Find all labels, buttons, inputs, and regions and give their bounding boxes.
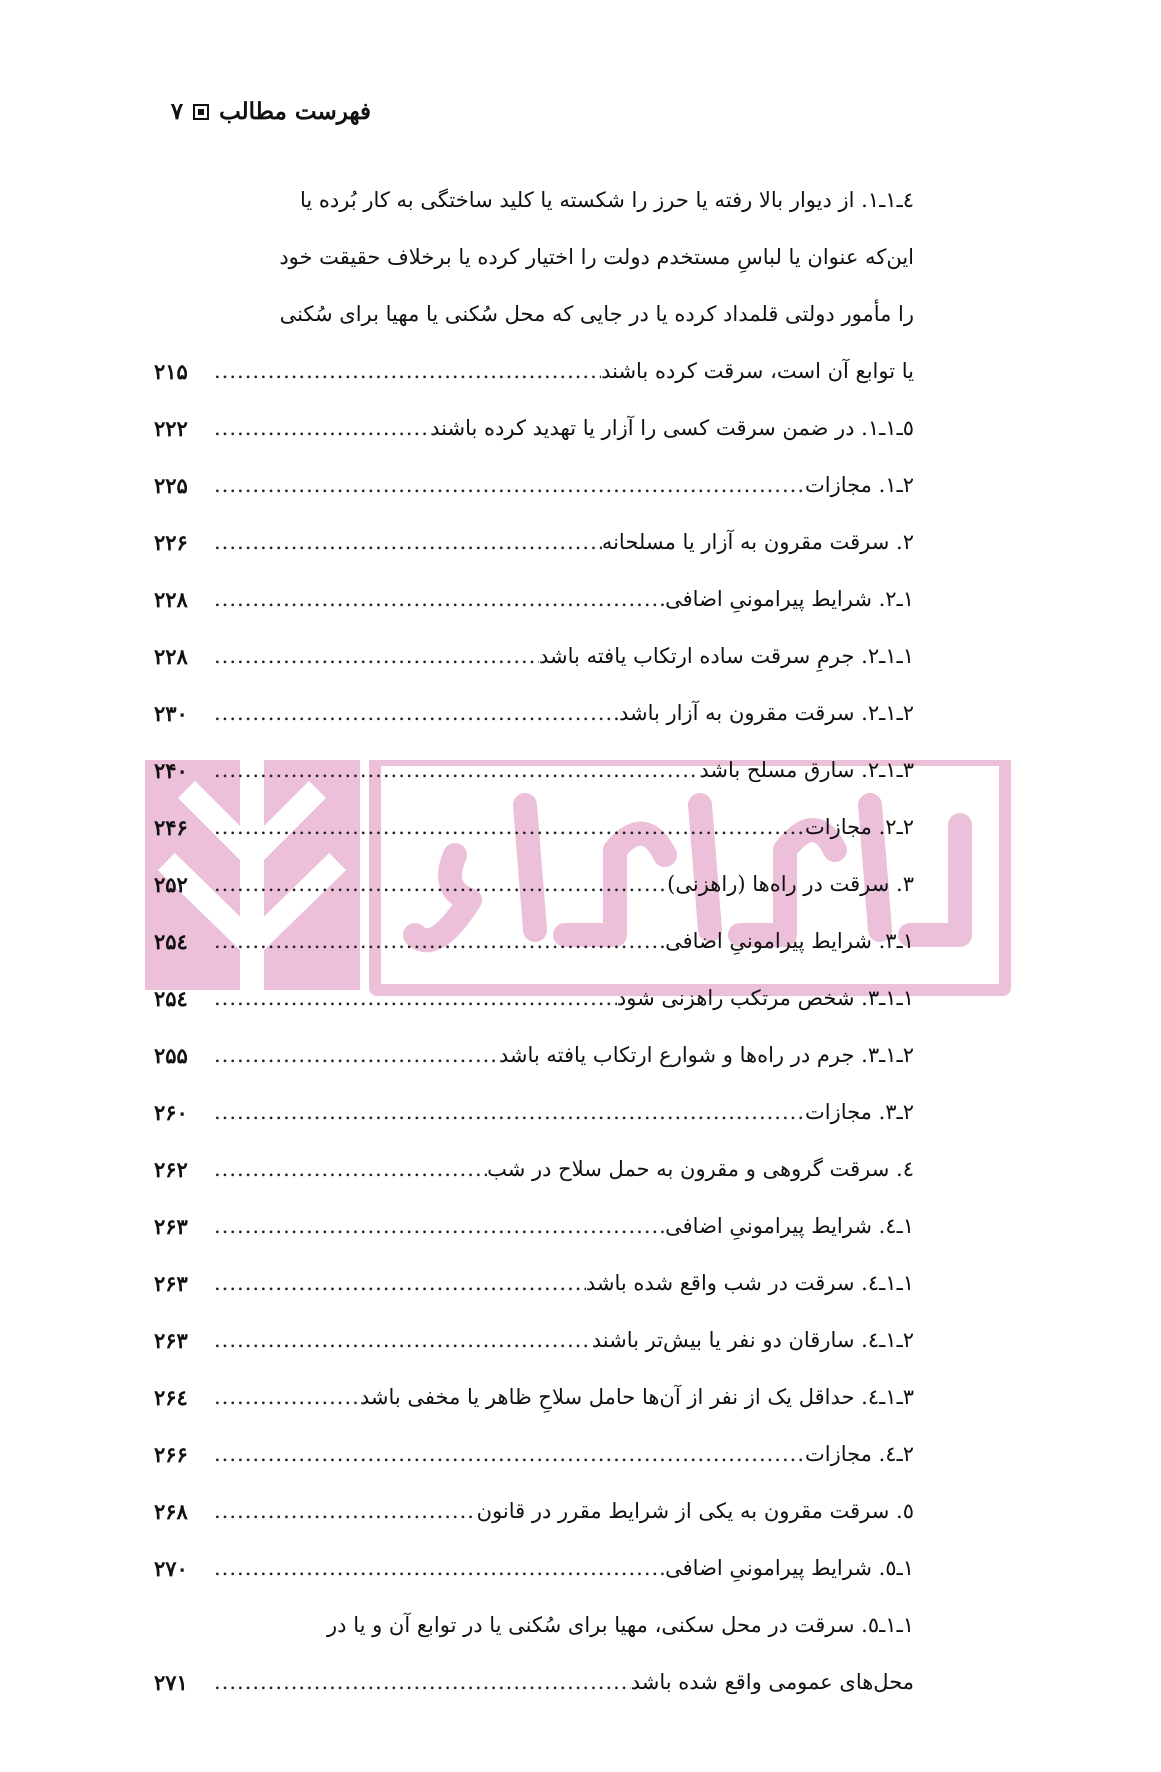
- toc-leader-dots: [206, 1102, 805, 1123]
- toc-entry-title: ١ـ١ـ٤. سرقت در شب واقع شده باشد: [585, 1271, 914, 1295]
- toc-entry-page: ۲۳۰: [154, 701, 188, 726]
- toc-entry-page: ۲۱۵: [154, 359, 188, 384]
- toc-entry-title: محل‌های عمومی واقع شده باشد: [630, 1670, 914, 1694]
- toc-entry-title: ٢ـ٤. مجازات: [804, 1442, 914, 1466]
- toc-entry-page: ۲۶۸: [154, 1499, 188, 1524]
- toc-entry-page: ۲۶۳: [154, 1271, 188, 1296]
- toc-entry-text: ١ـ١ـ٥. سرقت در محل سکنی، مهیا برای سُکنی یا در توابع آن و یا در: [327, 1613, 914, 1637]
- toc-entry-page: ۲۶۳: [154, 1214, 188, 1239]
- toc-entry: [154, 457, 914, 514]
- toc-leader-dots: [206, 418, 430, 439]
- toc-entry-page: ۲۲۶: [154, 530, 188, 555]
- toc-entry-title: ٢ـ٢. مجازات: [804, 815, 914, 839]
- toc-entry-page: ۲۶۲: [154, 1157, 188, 1182]
- toc-entry: [154, 1369, 914, 1426]
- toc-leader-dots: [206, 931, 665, 952]
- toc-entry-title: ١ـ٥. شرایط پیرامونیِ اضافی: [665, 1556, 914, 1580]
- table-of-contents: [154, 172, 914, 1711]
- toc-entry-text: این‌که عنوان یا لباسِ مستخدم دولت را اختیار کرده یا برخلاف حقیقت خود: [279, 245, 914, 269]
- toc-entry: [154, 1426, 914, 1483]
- toc-leader-dots: [206, 1159, 487, 1180]
- header-page-number: ۷: [170, 98, 184, 125]
- toc-leader-dots: [206, 1045, 499, 1066]
- toc-entry: [154, 1198, 914, 1255]
- toc-entry-title: ٥. سرقت مقرون به یکی از شرایط مقرر در قانون: [476, 1499, 914, 1523]
- toc-entry-text: ٤ـ١ـ١. از دیوار بالا رفته یا حرز را شکسته یا کلید ساختگی به کار بُرده یا: [299, 188, 914, 212]
- toc-leader-dots: [206, 874, 667, 895]
- toc-entry-title: ١ـ١ـ٢. جرمِ سرقت ساده ارتکاب یافته باشد: [539, 644, 914, 668]
- toc-entry-page: ۲۴۶: [154, 815, 188, 840]
- toc-leader-dots: [206, 1216, 665, 1237]
- toc-leader-dots: [206, 589, 665, 610]
- toc-entry-title: ٢ـ١ـ٣. جرم در راه‌ها و شوارع ارتکاب یافته باشد: [498, 1043, 914, 1067]
- toc-entry: [154, 1084, 914, 1141]
- toc-entry-title: ١ـ١ـ٣. شخص مرتکب راهزنی شود: [616, 986, 914, 1010]
- toc-entry: [154, 571, 914, 628]
- toc-leader-dots: [206, 760, 699, 781]
- toc-entry-page: ۲۶۰: [154, 1100, 188, 1125]
- toc-entry-title: ٢ـ١ـ٢. سرقت مقرون به آزار باشد: [619, 701, 914, 725]
- toc-leader-dots: [206, 361, 601, 382]
- toc-leader-dots: [206, 703, 619, 724]
- toc-entry-title: ٢ـ١ـ٤. سارقان دو نفر یا بیش‌تر باشند: [591, 1328, 914, 1352]
- toc-entry-page: ۲۵٤: [154, 986, 188, 1011]
- toc-entry: [154, 1483, 914, 1540]
- toc-entry-page: ۲۵۵: [154, 1043, 188, 1068]
- toc-entry: [154, 913, 914, 970]
- toc-entry-page: ۲۶٤: [154, 1385, 188, 1410]
- toc-entry-page: ۲۶۳: [154, 1328, 188, 1353]
- toc-entry: [154, 1312, 914, 1369]
- toc-entry: [154, 799, 914, 856]
- toc-entry: [154, 1027, 914, 1084]
- toc-leader-dots: [206, 475, 805, 496]
- toc-entry: [154, 1141, 914, 1198]
- toc-entry: [154, 1654, 914, 1711]
- toc-leader-dots: [206, 1501, 477, 1522]
- toc-leader-dots: [206, 1672, 631, 1693]
- toc-entry-page: ۲۷۰: [154, 1556, 188, 1581]
- toc-entry-title: ٢ـ١. مجازات: [804, 473, 914, 497]
- toc-entry-title: ٣. سرقت در راه‌ها (راهزنی): [667, 872, 914, 896]
- toc-entry-title: ٣ـ١ـ٤. حداقل یک از نفر از آن‌ها حامل سلاحِ ظاهر یا مخفی باشد: [359, 1385, 914, 1409]
- toc-multiline-entry-line: [154, 172, 914, 229]
- toc-leader-dots: [206, 1444, 805, 1465]
- toc-entry-page: ۲۴۰: [154, 758, 188, 783]
- toc-entry-title: ١ـ٤. شرایط پیرامونیِ اضافی: [665, 1214, 914, 1238]
- toc-entry-title: ١ـ٣. شرایط پیرامونیِ اضافی: [665, 929, 914, 953]
- toc-entry-title: ٥ـ١ـ١. در ضمن سرقت کسی را آزار یا تهدید کرده باشند: [430, 416, 914, 440]
- toc-leader-dots: [206, 1330, 592, 1351]
- toc-entry-title: یا توابع آن است، سرقت کرده باشند: [601, 359, 914, 383]
- toc-entry-title: ٣ـ١ـ٢. سارق مسلح باشد: [699, 758, 914, 782]
- toc-entry: [154, 685, 914, 742]
- toc-multiline-entry-line: [154, 229, 914, 286]
- toc-entry-title: ١ـ٢. شرایط پیرامونیِ اضافی: [665, 587, 914, 611]
- toc-entry-page: ۲۲۸: [154, 644, 188, 669]
- toc-entry-title: ٢ـ٣. مجازات: [804, 1100, 914, 1124]
- toc-entry: [154, 856, 914, 913]
- toc-entry: [154, 742, 914, 799]
- toc-multiline-entry-line: [154, 286, 914, 343]
- toc-entry: [154, 514, 914, 571]
- toc-entry: [154, 343, 914, 400]
- toc-entry-title: ٢. سرقت مقرون به آزار یا مسلحانه: [601, 530, 914, 554]
- toc-entry: [154, 400, 914, 457]
- toc-entry: [154, 628, 914, 685]
- toc-leader-dots: [206, 1387, 360, 1408]
- toc-leader-dots: [206, 646, 539, 667]
- toc-entry-text: را مأمور دولتی قلمداد کرده یا در جایی که محل سُکنی یا مهیا برای سُکنی: [279, 302, 914, 326]
- toc-entry-page: ۲۶۶: [154, 1442, 188, 1467]
- toc-entry: [154, 1255, 914, 1312]
- toc-leader-dots: [206, 1558, 665, 1579]
- toc-entry-title: ٤. سرقت گروهی و مقرون به حمل سلاح در شب: [487, 1157, 914, 1181]
- toc-entry-page: ۲۲۵: [154, 473, 188, 498]
- toc-leader-dots: [206, 532, 602, 553]
- toc-entry-page: ۲۵۲: [154, 872, 188, 897]
- square-ornament-icon: [193, 104, 209, 120]
- toc-multiline-entry-line: [154, 1597, 914, 1654]
- toc-entry-page: ۲۲۸: [154, 587, 188, 612]
- running-header: [171, 98, 371, 125]
- toc-leader-dots: [206, 1273, 586, 1294]
- toc-entry-page: ۲۲۲: [154, 416, 188, 441]
- toc-entry: [154, 1540, 914, 1597]
- header-title: فهرست مطالب: [219, 98, 371, 125]
- toc-entry-page: ۲۷۱: [154, 1670, 188, 1695]
- toc-leader-dots: [206, 817, 805, 838]
- toc-entry-page: ۲۵٤: [154, 929, 188, 954]
- toc-leader-dots: [206, 988, 617, 1009]
- toc-entry: [154, 970, 914, 1027]
